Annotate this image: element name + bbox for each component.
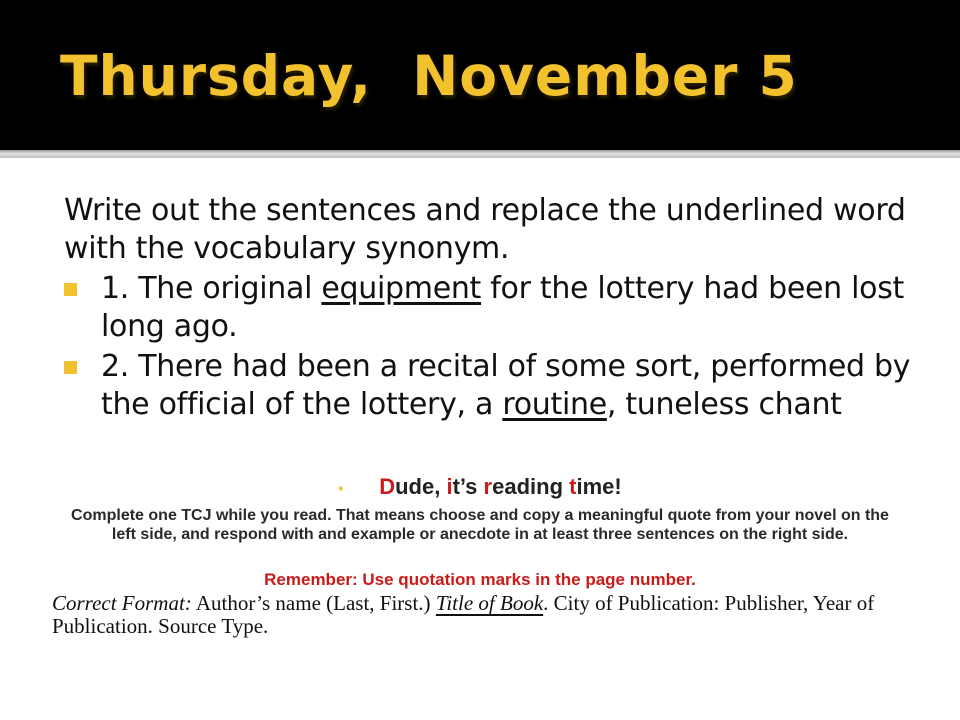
underlined-word: equipment: [321, 271, 482, 306]
item-text-post: for the lottery had been lost long ago.: [101, 271, 904, 344]
item-text-pre: 2. There had been a recital of some sort, performed by the official of the lottery, a: [101, 349, 911, 422]
underlined-word: routine: [502, 387, 607, 422]
slide-body: [64, 192, 924, 424]
slide-title: Thursday, November 5: [60, 44, 798, 108]
title-divider: [0, 150, 960, 158]
format-part2: . City of Publication: Publisher, Year of Publication. Source Type.: [52, 591, 875, 638]
reading-text: eading: [492, 474, 570, 499]
reading-letter: i: [446, 474, 453, 499]
remember-note: Remember: Use quotation marks in the page number.: [264, 570, 696, 589]
citation-format: [52, 592, 932, 638]
reading-text: ude,: [395, 474, 447, 499]
reading-letter: D: [379, 474, 396, 499]
reading-letter: r: [483, 474, 493, 499]
instructions-text: Complete one TCJ while you read. That means choose and copy a meaningful quote from your novel on the left side, and respond with and example or anecdote in at least three sentences on the right side.: [71, 507, 889, 543]
dot-bullet-icon: •: [338, 480, 344, 497]
format-book-title: Title of Book: [435, 591, 544, 615]
bullet-item-2: [64, 348, 924, 424]
format-label: Correct Format:: [52, 591, 192, 615]
intro-text: Write out the sentences and replace the underlined word with the vocabulary synonym.: [64, 193, 906, 266]
square-bullet-icon: [64, 283, 77, 296]
reading-letter: t: [569, 474, 577, 499]
item-text-pre: 1. The original: [101, 271, 322, 306]
format-part1: Author’s name (Last, First.): [191, 591, 436, 615]
reading-text: t’s: [452, 474, 484, 499]
reading-text: ime!: [576, 474, 622, 499]
item-text-post: , tuneless chant: [606, 387, 842, 422]
reading-time-line: [0, 474, 960, 500]
bullet-item-1: [64, 270, 924, 346]
square-bullet-icon: [64, 361, 77, 374]
